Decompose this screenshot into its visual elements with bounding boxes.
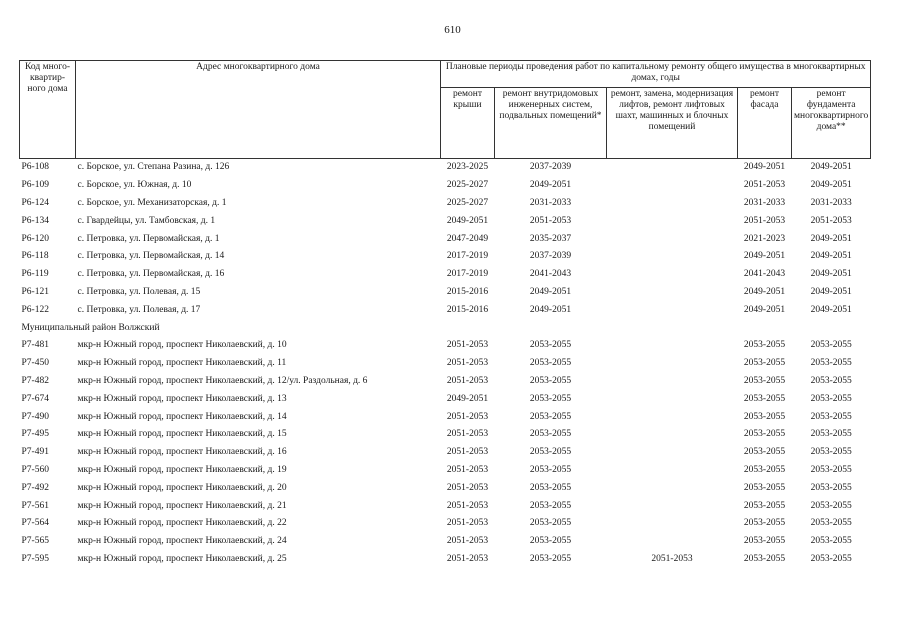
foundation-period: 2049-2051 [810, 162, 852, 173]
house-address: мкр-н Южный город, проспект Николаевский, д. 10 [77, 340, 287, 351]
roof-period: 2023-2025 [446, 162, 489, 173]
house-code: Р7-564 [21, 518, 49, 529]
house-code: Р7-560 [21, 464, 49, 475]
house-address: мкр-н Южный город, проспект Николаевский, д. 14 [77, 411, 287, 422]
house-address: с. Гвардейцы, ул. Тамбовская, д. 1 [77, 215, 216, 226]
facade-period: 2053-2055 [743, 447, 786, 458]
engineering-period: 2037-2039 [529, 162, 572, 173]
roof-period: 2051-2053 [446, 518, 489, 529]
roof-period: 2051-2053 [446, 340, 489, 351]
header-roof: ремонт крыши [441, 88, 495, 159]
engineering-period: 2037-2039 [529, 251, 572, 262]
table-row [20, 355, 871, 373]
header-engineering: ремонт внутридомовых инженерных систем, подвальных помещений* [495, 88, 607, 159]
roof-period: 2051-2053 [446, 500, 489, 511]
table-row [20, 390, 871, 408]
roof-period: 2025-2027 [446, 180, 489, 191]
facade-period: 2053-2055 [743, 518, 786, 529]
lift-period [607, 515, 738, 533]
table-row [20, 195, 871, 213]
house-address: мкр-н Южный город, проспект Николаевский, д. 25 [77, 553, 287, 564]
table-row [20, 551, 871, 569]
house-address: мкр-н Южный город, проспект Николаевский, д. 13 [77, 393, 287, 404]
table-row [20, 515, 871, 533]
house-code: Р7-674 [21, 393, 49, 404]
foundation-period: 2053-2055 [810, 429, 852, 440]
foundation-period: 2049-2051 [810, 304, 852, 315]
table-row [20, 284, 871, 302]
engineering-period: 2035-2037 [529, 233, 572, 244]
foundation-period: 2053-2055 [810, 518, 852, 529]
table-body-borskoye [20, 159, 871, 320]
table-row [20, 266, 871, 284]
roof-period: 2051-2053 [446, 375, 489, 386]
engineering-period: 2041-2043 [529, 269, 572, 280]
facade-period: 2053-2055 [743, 393, 786, 404]
engineering-period: 2053-2055 [529, 375, 572, 386]
foundation-period: 2049-2051 [810, 180, 852, 191]
lift-period [607, 248, 738, 266]
house-code: Р6-134 [21, 215, 49, 226]
house-code: Р6-121 [21, 286, 49, 297]
house-address: мкр-н Южный город, проспект Николаевский, д. 21 [77, 500, 287, 511]
roof-period: 2047-2049 [446, 233, 489, 244]
engineering-period: 2031-2033 [529, 197, 572, 208]
house-address: мкр-н Южный город, проспект Николаевский, д. 24 [77, 536, 287, 547]
table-row [20, 462, 871, 480]
table-row [20, 408, 871, 426]
facade-period: 2053-2055 [743, 429, 786, 440]
lift-period [607, 426, 738, 444]
facade-period: 2031-2033 [743, 197, 786, 208]
header-facade: ремонт фасада [738, 88, 792, 159]
engineering-period: 2051-2053 [529, 215, 572, 226]
house-code: Р7-482 [21, 375, 49, 386]
house-address: мкр-н Южный город, проспект Николаевский, д. 12/ул. Раздольная, д. 6 [77, 375, 368, 386]
house-address: мкр-н Южный город, проспект Николаевский, д. 11 [77, 358, 287, 369]
lift-period: 2051-2053 [651, 553, 693, 564]
facade-period: 2053-2055 [743, 340, 786, 351]
engineering-period: 2049-2051 [529, 180, 572, 191]
house-address: с. Петровка, ул. Первомайская, д. 16 [77, 269, 225, 280]
table-row [20, 230, 871, 248]
facade-period: 2051-2053 [743, 215, 786, 226]
facade-period: 2053-2055 [743, 411, 786, 422]
facade-period: 2049-2051 [743, 286, 786, 297]
facade-period: 2051-2053 [743, 180, 786, 191]
engineering-period: 2049-2051 [529, 304, 572, 315]
house-code: Р7-565 [21, 536, 49, 547]
header-address: Адрес многоквартирного дома [76, 61, 441, 159]
lift-period [607, 159, 738, 177]
house-code: Р6-118 [21, 251, 49, 262]
lift-period [607, 533, 738, 551]
foundation-period: 2053-2055 [810, 482, 852, 493]
house-code: Р6-109 [21, 180, 49, 191]
facade-period: 2053-2055 [743, 500, 786, 511]
lift-period [607, 266, 738, 284]
house-code: Р7-492 [21, 482, 49, 493]
table-row [20, 337, 871, 355]
house-address: мкр-н Южный город, проспект Николаевский, д. 16 [77, 447, 287, 458]
roof-period: 2051-2053 [446, 411, 489, 422]
facade-period: 2053-2055 [743, 536, 786, 547]
roof-period: 2017-2019 [446, 251, 489, 262]
header-code: Код много-квартир-ного дома [20, 61, 76, 159]
table-body-volzhsky [20, 337, 871, 568]
facade-period: 2041-2043 [743, 269, 786, 280]
facade-period: 2049-2051 [743, 162, 786, 173]
engineering-period: 2053-2055 [529, 518, 572, 529]
house-code: Р7-481 [21, 340, 49, 351]
foundation-period: 2053-2055 [810, 464, 852, 475]
foundation-period: 2053-2055 [810, 447, 852, 458]
facade-period: 2049-2051 [743, 304, 786, 315]
roof-period: 2049-2051 [446, 215, 489, 226]
engineering-period: 2053-2055 [529, 429, 572, 440]
foundation-period: 2053-2055 [810, 536, 852, 547]
house-code: Р7-491 [21, 447, 49, 458]
house-code: Р7-490 [21, 411, 49, 422]
roof-period: 2051-2053 [446, 464, 489, 475]
table-row [20, 212, 871, 230]
house-address: с. Петровка, ул. Первомайская, д. 1 [77, 233, 220, 244]
engineering-period: 2053-2055 [529, 340, 572, 351]
engineering-period: 2053-2055 [529, 464, 572, 475]
engineering-period: 2053-2055 [529, 553, 572, 564]
foundation-period: 2049-2051 [810, 233, 852, 244]
roof-period: 2051-2053 [446, 482, 489, 493]
lift-period [607, 444, 738, 462]
table-row [20, 497, 871, 515]
house-address: с. Борское, ул. Южная, д. 10 [77, 180, 192, 191]
house-address: с. Петровка, ул. Полевая, д. 17 [77, 304, 201, 315]
facade-period: 2053-2055 [743, 553, 786, 564]
engineering-period: 2053-2055 [529, 482, 572, 493]
house-address: с. Борское, ул. Механизаторская, д. 1 [77, 197, 227, 208]
house-address: с. Петровка, ул. Полевая, д. 15 [77, 286, 201, 297]
foundation-period: 2053-2055 [810, 375, 852, 386]
roof-period: 2051-2053 [446, 536, 489, 547]
house-code: Р6-122 [21, 304, 49, 315]
foundation-period: 2031-2033 [810, 197, 852, 208]
lift-period [607, 177, 738, 195]
lift-period [607, 479, 738, 497]
engineering-period: 2049-2051 [529, 286, 572, 297]
roof-period: 2051-2053 [446, 429, 489, 440]
facade-period: 2049-2051 [743, 251, 786, 262]
lift-period [607, 373, 738, 391]
roof-period: 2015-2016 [446, 304, 489, 315]
roof-period: 2051-2053 [446, 553, 489, 564]
section-title: Муниципальный район Волжский [21, 322, 160, 333]
roof-period: 2025-2027 [446, 197, 489, 208]
house-address: мкр-н Южный город, проспект Николаевский, д. 19 [77, 464, 287, 475]
table-row [20, 248, 871, 266]
engineering-period: 2053-2055 [529, 411, 572, 422]
facade-period: 2053-2055 [743, 482, 786, 493]
table-row [20, 533, 871, 551]
engineering-period: 2053-2055 [529, 536, 572, 547]
engineering-period: 2053-2055 [529, 447, 572, 458]
header-lifts: ремонт, замена, модернизация лифтов, ремонт лифтовых шахт, машинных и блочных помещений [607, 88, 738, 159]
facade-period: 2053-2055 [743, 464, 786, 475]
table-row [20, 177, 871, 195]
house-address: с. Борское, ул. Степана Разина, д. 126 [77, 162, 230, 173]
house-code: Р6-119 [21, 269, 49, 280]
house-code: Р6-108 [21, 162, 49, 173]
lift-period [607, 462, 738, 480]
table-row [20, 301, 871, 319]
lift-period [607, 284, 738, 302]
foundation-period: 2053-2055 [810, 411, 852, 422]
engineering-period: 2053-2055 [529, 358, 572, 369]
foundation-period: 2053-2055 [810, 358, 852, 369]
foundation-period: 2049-2051 [810, 269, 852, 280]
lift-period [607, 390, 738, 408]
foundation-period: 2053-2055 [810, 393, 852, 404]
foundation-period: 2049-2051 [810, 251, 852, 262]
house-address: мкр-н Южный город, проспект Николаевский, д. 15 [77, 429, 287, 440]
lift-period [607, 230, 738, 248]
facade-period: 2053-2055 [743, 358, 786, 369]
house-address: с. Петровка, ул. Первомайская, д. 14 [77, 251, 225, 262]
engineering-period: 2053-2055 [529, 393, 572, 404]
house-address: мкр-н Южный город, проспект Николаевский, д. 22 [77, 518, 287, 529]
house-code: Р7-561 [21, 500, 49, 511]
foundation-period: 2053-2055 [810, 340, 852, 351]
lift-period [607, 497, 738, 515]
header-periods: Плановые периоды проведения работ по капитальному ремонту общего имущества в многоквартирных домах, годы [441, 61, 871, 88]
engineering-period: 2053-2055 [529, 500, 572, 511]
lift-period [607, 355, 738, 373]
header-foundation: ремонт фундамента многоквартирного дома** [792, 88, 871, 159]
foundation-period: 2049-2051 [810, 286, 852, 297]
roof-period: 2017-2019 [446, 269, 489, 280]
section-row [20, 319, 871, 337]
house-address: мкр-н Южный город, проспект Николаевский, д. 20 [77, 482, 287, 493]
facade-period: 2021-2023 [743, 233, 786, 244]
facade-period: 2053-2055 [743, 375, 786, 386]
lift-period [607, 301, 738, 319]
table-row [20, 373, 871, 391]
table-row [20, 479, 871, 497]
lift-period [607, 212, 738, 230]
roof-period: 2049-2051 [446, 393, 489, 404]
house-code: Р6-124 [21, 197, 49, 208]
house-code: Р7-495 [21, 429, 49, 440]
foundation-period: 2053-2055 [810, 500, 852, 511]
lift-period [607, 195, 738, 213]
house-code: Р6-120 [21, 233, 49, 244]
foundation-period: 2053-2055 [810, 553, 852, 564]
page-number: 610 [444, 24, 461, 36]
house-code: Р7-595 [21, 553, 49, 564]
house-code: Р7-450 [21, 358, 49, 369]
roof-period: 2051-2053 [446, 447, 489, 458]
capital-repair-plan-table [19, 60, 871, 568]
lift-period [607, 337, 738, 355]
foundation-period: 2051-2053 [810, 215, 852, 226]
table-row [20, 426, 871, 444]
table-row [20, 444, 871, 462]
roof-period: 2015-2016 [446, 286, 489, 297]
roof-period: 2051-2053 [446, 358, 489, 369]
table-row [20, 159, 871, 177]
lift-period [607, 408, 738, 426]
